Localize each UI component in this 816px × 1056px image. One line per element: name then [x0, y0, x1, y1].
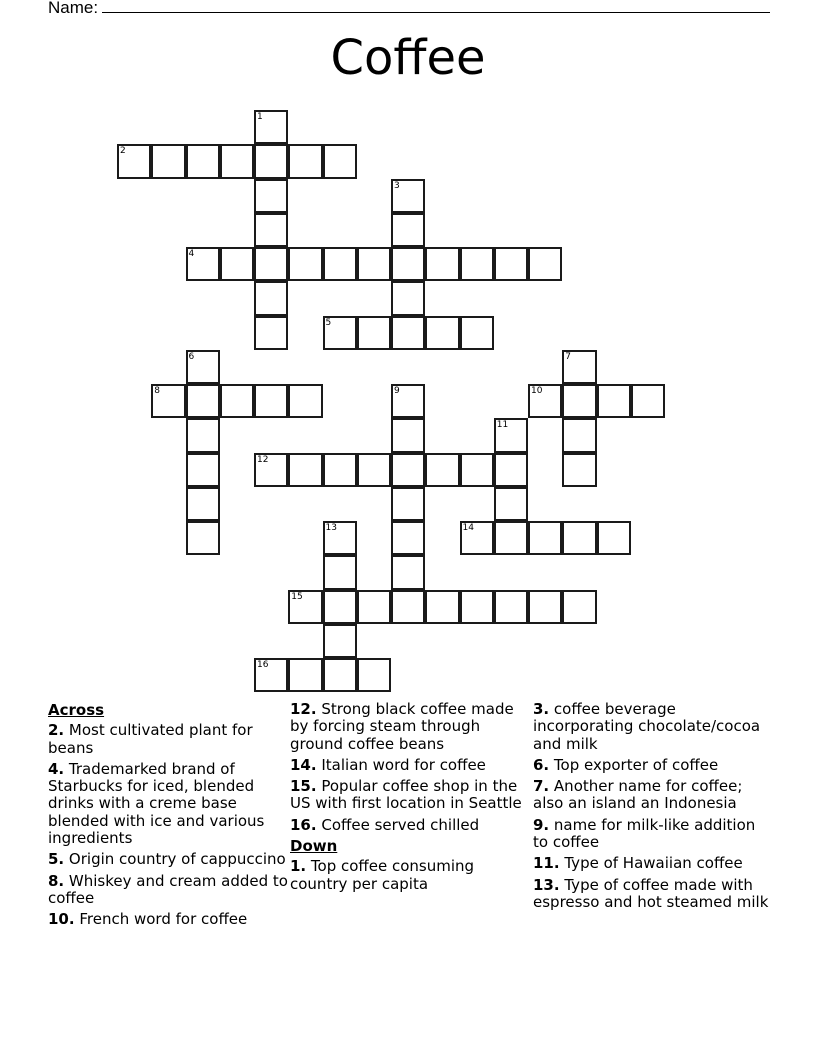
grid-cell[interactable]	[323, 247, 357, 281]
across-heading: Across	[48, 701, 105, 719]
clue-number: 1	[257, 112, 263, 122]
grid-cell[interactable]	[288, 384, 322, 418]
grid-cell[interactable]	[288, 590, 322, 624]
grid-cell[interactable]	[391, 590, 425, 624]
grid-cell[interactable]	[323, 316, 357, 350]
clue-across-15: 15. Popular coffee shop in the US with first location in Seattle	[290, 777, 522, 813]
grid-cell[interactable]	[186, 521, 220, 555]
grid-cell[interactable]	[186, 418, 220, 452]
grid-cell[interactable]	[391, 247, 425, 281]
grid-cell[interactable]	[528, 247, 562, 281]
clue-down-1: 1. Top coffee consuming country per capita	[290, 857, 475, 893]
grid-cell[interactable]	[391, 521, 425, 555]
grid-cell[interactable]	[288, 453, 322, 487]
clue-across-12: 12. Strong black coffee made by forcing steam through ground coffee beans	[290, 700, 514, 753]
grid-cell[interactable]	[357, 453, 391, 487]
grid-cell[interactable]	[562, 590, 596, 624]
grid-cell[interactable]	[597, 521, 631, 555]
clue-number: 3	[394, 180, 400, 191]
grid-cell[interactable]	[186, 384, 220, 418]
clue-number: 9	[394, 386, 400, 396]
grid-cell[interactable]	[254, 316, 288, 350]
grid-cell[interactable]	[186, 350, 220, 384]
grid-cell[interactable]	[631, 384, 665, 418]
grid-cell[interactable]	[254, 213, 288, 247]
grid-cell[interactable]	[562, 350, 596, 384]
grid-cell[interactable]	[391, 555, 425, 589]
grid-cell[interactable]	[323, 144, 357, 178]
grid-cell[interactable]	[357, 658, 391, 692]
clue-across-8: 8. Whiskey and cream added to coffee	[48, 871, 288, 907]
grid-cell[interactable]	[391, 316, 425, 350]
grid-cell[interactable]	[254, 281, 288, 315]
grid-cell[interactable]	[323, 624, 357, 658]
grid-cell[interactable]	[288, 658, 322, 692]
grid-cell[interactable]	[391, 213, 425, 247]
grid-cell[interactable]	[357, 590, 391, 624]
grid-cell[interactable]	[186, 144, 220, 178]
clue-across-16: 16. Coffee served chilled	[290, 815, 480, 834]
clue-down-7: 7. Another name for coffee; also an island an Indonesia	[533, 777, 743, 813]
grid-cell[interactable]	[494, 418, 528, 452]
grid-cell[interactable]	[460, 247, 494, 281]
clue-down-11: 11. Type of Hawaiian coffee	[533, 854, 743, 873]
clue-down-6: 6. Top exporter of coffee	[533, 755, 719, 774]
clue-number: 8	[154, 386, 160, 396]
grid-cell[interactable]	[254, 144, 288, 178]
grid-cell[interactable]	[357, 247, 391, 281]
grid-cell[interactable]	[425, 590, 459, 624]
grid-cell[interactable]	[323, 590, 357, 624]
grid-cell[interactable]	[425, 316, 459, 350]
grid-cell[interactable]	[220, 384, 254, 418]
grid-cell[interactable]	[425, 453, 459, 487]
clue-number: 15	[291, 591, 303, 602]
grid-cell[interactable]	[186, 453, 220, 487]
grid-cell[interactable]	[391, 418, 425, 452]
clue-across-5: 5. Origin country of cappuccino	[48, 850, 286, 869]
grid-cell[interactable]	[391, 384, 425, 418]
grid-cell[interactable]	[357, 316, 391, 350]
grid-cell[interactable]	[460, 521, 494, 555]
grid-cell[interactable]	[117, 144, 151, 178]
clues-column-3	[533, 701, 773, 915]
grid-cell[interactable]	[254, 110, 288, 144]
clue-across-2: 2. Most cultivated plant for beans	[48, 721, 253, 757]
grid-cell[interactable]	[220, 144, 254, 178]
clue-number: 10	[531, 386, 543, 396]
clue-number: 5	[325, 317, 332, 328]
clue-number: 7	[565, 351, 571, 362]
grid-cell[interactable]	[254, 658, 288, 692]
grid-cell[interactable]	[323, 453, 357, 487]
clue-number: 4	[188, 249, 195, 259]
grid-cell[interactable]	[460, 316, 494, 350]
grid-cell[interactable]	[288, 247, 322, 281]
clues-column-2	[290, 701, 530, 897]
grid-cell[interactable]	[391, 281, 425, 315]
grid-cell[interactable]	[254, 179, 288, 213]
clue-number: 12	[257, 454, 269, 465]
clue-number: 13	[325, 523, 337, 533]
grid-cell[interactable]	[494, 590, 528, 624]
grid-cell[interactable]	[288, 144, 322, 178]
clues-column-1	[48, 701, 288, 933]
grid-cell[interactable]	[494, 521, 528, 555]
grid-cell[interactable]	[254, 247, 288, 281]
clue-number: 14	[462, 523, 474, 533]
grid-cell[interactable]	[151, 384, 185, 418]
grid-cell[interactable]	[494, 487, 528, 521]
grid-cell[interactable]	[254, 384, 288, 418]
grid-cell[interactable]	[528, 521, 562, 555]
down-heading: Down	[290, 837, 338, 856]
clue-down-9: 9. name for milk-like addition to coffee	[533, 815, 756, 852]
grid-cell[interactable]	[562, 453, 596, 487]
grid-cell[interactable]	[391, 453, 425, 487]
clue-down-13: 13. Type of coffee made with espresso and hot steamed milk	[533, 875, 769, 911]
clue-across-4: 4. Trademarked brand of Starbucks for iced, blended drinks with a creme base blended with ice and various ingredients	[48, 759, 265, 848]
grid-cell[interactable]	[494, 453, 528, 487]
grid-cell[interactable]	[460, 590, 494, 624]
grid-cell[interactable]	[391, 487, 425, 521]
grid-cell[interactable]	[151, 144, 185, 178]
name-label: Name:	[48, 0, 99, 17]
clue-number: 2	[120, 146, 126, 157]
grid-cell[interactable]	[391, 179, 425, 213]
grid-cell[interactable]	[597, 384, 631, 418]
grid-cell[interactable]	[323, 555, 357, 589]
clue-number: 6	[188, 351, 195, 362]
grid-cell[interactable]	[528, 384, 562, 418]
grid-cell[interactable]	[425, 247, 459, 281]
clue-number: 16	[257, 660, 269, 670]
grid-cell[interactable]	[562, 418, 596, 452]
grid-cell[interactable]	[460, 453, 494, 487]
grid-cell[interactable]	[323, 658, 357, 692]
grid-cell[interactable]	[323, 521, 357, 555]
page-title: Coffee	[330, 30, 486, 86]
grid-cell[interactable]	[562, 521, 596, 555]
clue-across-10: 10. French word for coffee	[48, 910, 248, 929]
grid-cell[interactable]	[186, 487, 220, 521]
clue-across-14: 14. Italian word for coffee	[290, 755, 486, 774]
clue-number: 11	[496, 420, 509, 431]
grid-cell[interactable]	[186, 247, 220, 281]
grid-cell[interactable]	[562, 384, 596, 418]
grid-cell[interactable]	[254, 453, 288, 487]
grid-cell[interactable]	[494, 247, 528, 281]
grid-cell[interactable]	[220, 247, 254, 281]
clue-down-3: 3. coffee beverage incorporating chocolate/cocoa and milk	[533, 700, 761, 753]
grid-cell[interactable]	[528, 590, 562, 624]
